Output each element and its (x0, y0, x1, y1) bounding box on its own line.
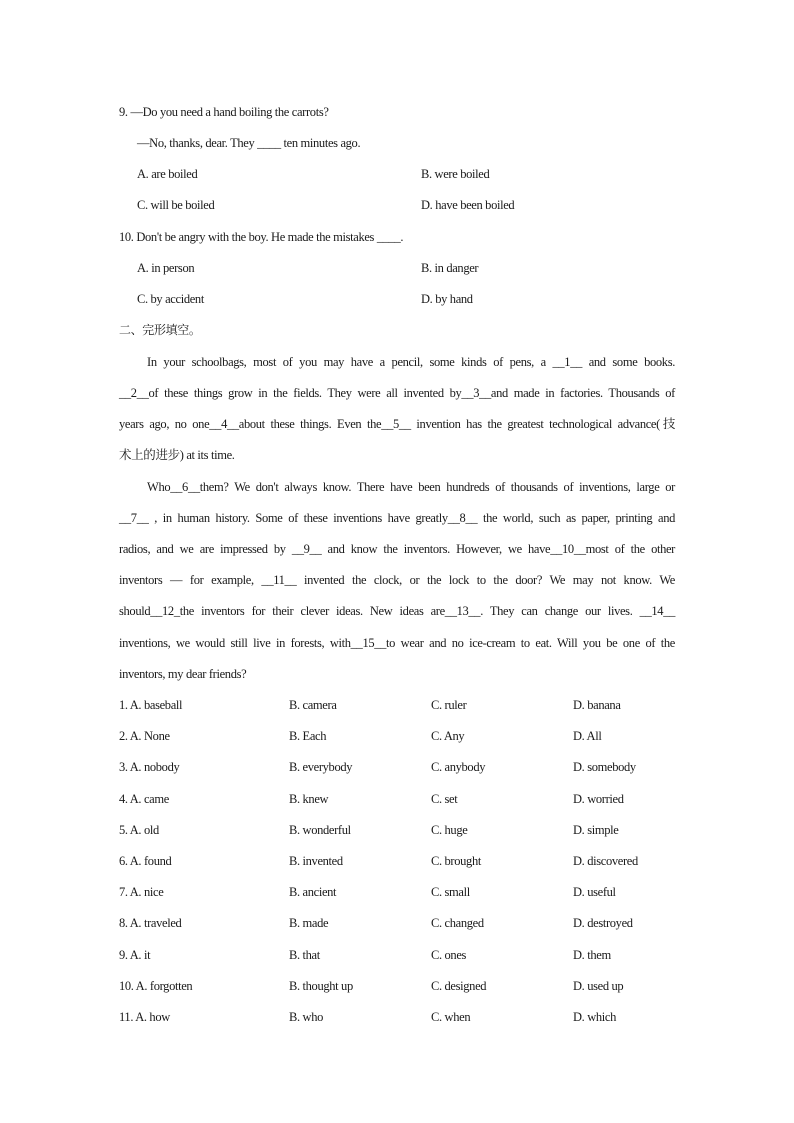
cloze-q2-option-b: B. Each (289, 729, 327, 743)
passage-line-7: radios, and we are impressed by __9__ and know the inventors. However, we have__10__most of the other (119, 542, 675, 556)
cloze-q7-option-b: B. ancient (289, 885, 337, 899)
cloze-q6-option-b: B. invented (289, 854, 343, 868)
cloze-q11-option-d: D. which (573, 1010, 617, 1024)
cloze-q6-option-c: C. brought (431, 854, 481, 868)
cloze-q7-option-c: C. small (431, 885, 470, 899)
cloze-q3-option-b: B. everybody (289, 760, 353, 774)
section-title-cloze: 二、完形填空。 (119, 323, 201, 337)
cloze-q2-option-d: D. All (573, 729, 602, 743)
cloze-q4-option-a: 4. A. came (119, 792, 169, 806)
cloze-q5-option-b: B. wonderful (289, 823, 351, 837)
cloze-q2-option-c: C. Any (431, 729, 465, 743)
cloze-q8-option-a: 8. A. traveled (119, 916, 182, 930)
cloze-q8-option-b: B. made (289, 916, 329, 930)
passage-line-8: inventors — for example, __11__ invented the clock, or the lock to the door? We may not know. We (119, 573, 675, 587)
question-9-stem-reply: —No, thanks, dear. They ____ ten minutes ago. (137, 136, 361, 150)
cloze-q7-option-a: 7. A. nice (119, 885, 164, 899)
cloze-q4-option-c: C. set (431, 792, 458, 806)
question-9-stem: 9. —Do you need a hand boiling the carrots? (119, 105, 329, 119)
cloze-q1-option-b: B. camera (289, 698, 337, 712)
cloze-q10-option-d: D. used up (573, 979, 624, 993)
cloze-q8-option-d: D. destroyed (573, 916, 633, 930)
cloze-q6-option-a: 6. A. found (119, 854, 172, 868)
passage-line-10: inventions, we would still live in forests, with__15__to wear and no ice-cream to eat. Will you be one of the (119, 636, 675, 650)
cloze-q8-option-c: C. changed (431, 916, 484, 930)
cloze-q1-option-d: D. banana (573, 698, 621, 712)
cloze-q4-option-b: B. knew (289, 792, 329, 806)
passage-line-6: __7__ , in human history. Some of these inventions have greatly__8__ the world, such as paper, printing and (119, 511, 675, 525)
cloze-q5-option-d: D. simple (573, 823, 619, 837)
cloze-q6-option-d: D. discovered (573, 854, 638, 868)
cloze-q4-option-d: D. worried (573, 792, 624, 806)
cloze-q3-option-c: C. anybody (431, 760, 486, 774)
cloze-q5-option-a: 5. A. old (119, 823, 159, 837)
passage-line-3: years ago, no one__4__about these things. Even the__5__ invention has the greatest technological advance(技 (119, 417, 675, 431)
passage-line-11: inventors, my dear friends? (119, 667, 247, 681)
cloze-q1-option-a: 1. A. baseball (119, 698, 183, 712)
question-10-option-c: C. by accident (137, 292, 204, 306)
passage-line-1: In your schoolbags, most of you may have a pencil, some kinds of pens, a __1__ and some books. (147, 355, 675, 369)
cloze-q9-option-a: 9. A. it (119, 948, 151, 962)
cloze-q3-option-a: 3. A. nobody (119, 760, 180, 774)
cloze-q11-option-c: C. when (431, 1010, 471, 1024)
cloze-q3-option-d: D. somebody (573, 760, 636, 774)
question-9-option-c: C. will be boiled (137, 198, 215, 212)
cloze-q10-option-b: B. thought up (289, 979, 353, 993)
question-10-option-b: B. in danger (421, 261, 479, 275)
question-9-option-a: A. are boiled (137, 167, 198, 181)
cloze-q10-option-c: C. designed (431, 979, 487, 993)
question-10-option-a: A. in person (137, 261, 195, 275)
cloze-q11-option-a: 11. A. how (119, 1010, 170, 1024)
question-9-option-b: B. were boiled (421, 167, 490, 181)
cloze-q10-option-a: 10. A. forgotten (119, 979, 193, 993)
cloze-q9-option-d: D. them (573, 948, 611, 962)
passage-line-5: Who__6__them? We don't always know. There have been hundreds of thousands of inventions, large or (147, 480, 675, 494)
cloze-q9-option-b: B. that (289, 948, 320, 962)
cloze-q11-option-b: B. who (289, 1010, 324, 1024)
passage-line-9: should__12_the inventors for their clever ideas. New ideas are__13__. They can change our lives. __14__ (119, 604, 675, 618)
question-10-stem: 10. Don't be angry with the boy. He made the mistakes ____. (119, 230, 404, 244)
question-10-option-d: D. by hand (421, 292, 473, 306)
cloze-q5-option-c: C. huge (431, 823, 468, 837)
cloze-q2-option-a: 2. A. None (119, 729, 170, 743)
cloze-q1-option-c: C. ruler (431, 698, 467, 712)
cloze-q7-option-d: D. useful (573, 885, 616, 899)
cloze-q9-option-c: C. ones (431, 948, 467, 962)
passage-line-2: __2__of these things grow in the fields. They were all invented by__3__and made in factories. Thousands of (119, 386, 675, 400)
passage-line-4: 术上的进步) at its time. (119, 448, 235, 462)
question-9-option-d: D. have been boiled (421, 198, 515, 212)
